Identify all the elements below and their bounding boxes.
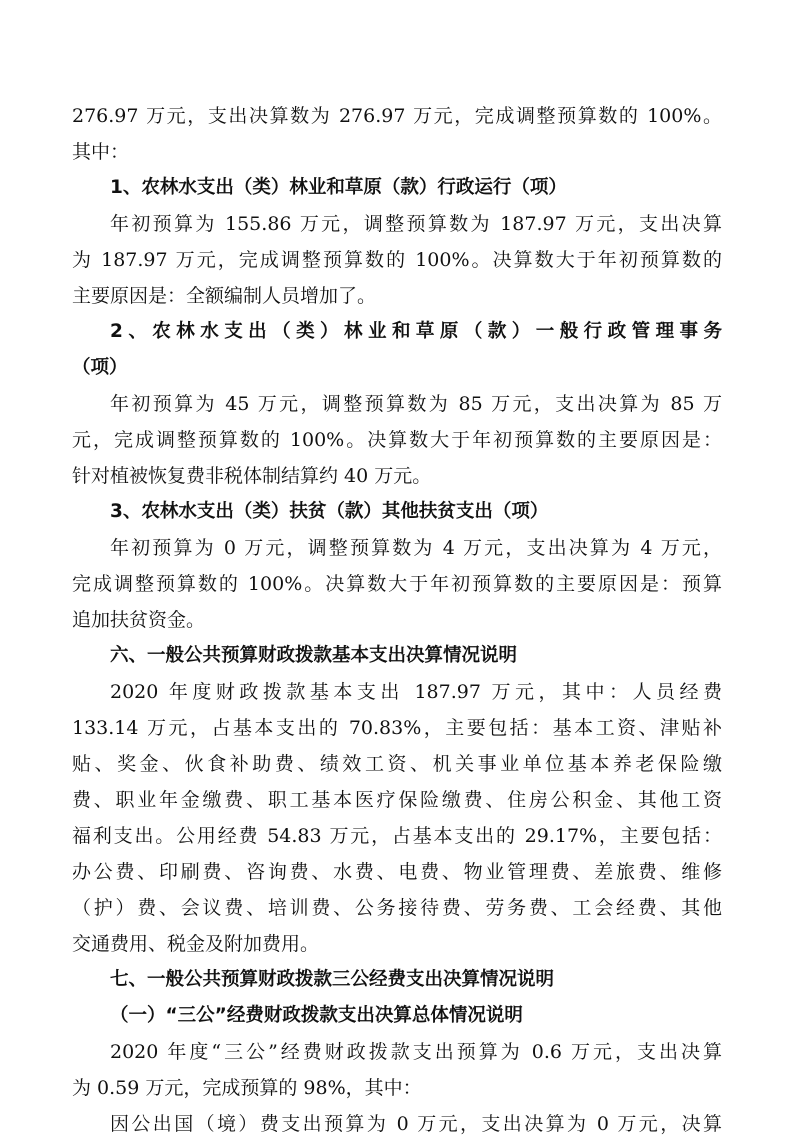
paragraph-line: 为 0.59 万元，完成预算的 98%，其中： bbox=[72, 1077, 422, 1099]
section-heading: （项） bbox=[72, 357, 128, 378]
paragraph-line: 交通费用、税金及附加费用。 bbox=[72, 933, 320, 955]
paragraph-line: 贴、奖金、伙食补助费、绩效工资、机关事业单位基本养老保险缴 bbox=[72, 753, 722, 775]
paragraph-line: （护）费、会议费、培训费、公务接待费、劳务费、工会经费、其他 bbox=[72, 897, 722, 919]
paragraph-line: 完成调整预算数的 100%。决算数大于年初预算数的主要原因是：预算 bbox=[72, 573, 722, 595]
paragraph-line: 年初预算为 155.86 万元，调整预算数为 187.97 万元，支出决算 bbox=[110, 213, 722, 235]
section-heading: 2、农林水支出（类）林业和草原（款）一般行政管理事务 bbox=[110, 321, 722, 342]
paragraph-line: 为 187.97 万元，完成调整预算数的 100%。决算数大于年初预算数的 bbox=[72, 249, 722, 271]
paragraph-line: 其中： bbox=[72, 141, 130, 163]
section-heading: 1、农林水支出（类）林业和草原（款）行政运行（项） bbox=[110, 177, 567, 198]
document-page bbox=[72, 98, 722, 1142]
paragraph-line: 针对植被恢复费非税体制结算约 40 万元。 bbox=[72, 465, 432, 487]
paragraph-line: 办公费、印刷费、咨询费、水费、电费、物业管理费、差旅费、维修 bbox=[72, 861, 722, 883]
paragraph-line: 年初预算为 45 万元，调整预算数为 85 万元，支出决算为 85 万 bbox=[110, 393, 722, 415]
paragraph-line: 费、职业年金缴费、职工基本医疗保险缴费、住房公积金、其他工资 bbox=[72, 789, 722, 811]
paragraph-line: 追加扶贫资金。 bbox=[72, 609, 206, 631]
paragraph-line: 元，完成调整预算数的 100%。决算数大于年初预算数的主要原因是： bbox=[72, 429, 722, 451]
section-heading: 七、一般公共预算财政拨款三公经费支出决算情况说明 bbox=[110, 969, 555, 990]
paragraph-line: 133.14 万元，占基本支出的 70.83%，主要包括：基本工资、津贴补 bbox=[72, 717, 722, 739]
paragraph-line: 福利支出。公用经费 54.83 万元，占基本支出的 29.17%，主要包括： bbox=[72, 825, 722, 847]
paragraph-line: 276.97 万元，支出决算数为 276.97 万元，完成调整预算数的 100%。 bbox=[72, 105, 722, 127]
paragraph-line: 因公出国（境）费支出预算为 0 万元，支出决算为 0 万元，决算 bbox=[110, 1113, 722, 1135]
section-heading: （一）“三公”经费财政拨款支出决算总体情况说明 bbox=[110, 1005, 523, 1026]
paragraph-line: 2020 年度“三公”经费财政拨款支出预算为 0.6 万元，支出决算 bbox=[110, 1041, 722, 1063]
paragraph-line: 2020 年度财政拨款基本支出 187.97 万元，其中：人员经费 bbox=[110, 681, 722, 703]
section-heading: 六、一般公共预算财政拨款基本支出决算情况说明 bbox=[110, 645, 518, 666]
paragraph-line: 年初预算为 0 万元，调整预算数为 4 万元，支出决算为 4 万元， bbox=[110, 537, 722, 559]
paragraph-line: 主要原因是：全额编制人员增加了。 bbox=[72, 285, 377, 307]
section-heading: 3、农林水支出（类）扶贫（款）其他扶贫支出（项） bbox=[110, 501, 549, 522]
